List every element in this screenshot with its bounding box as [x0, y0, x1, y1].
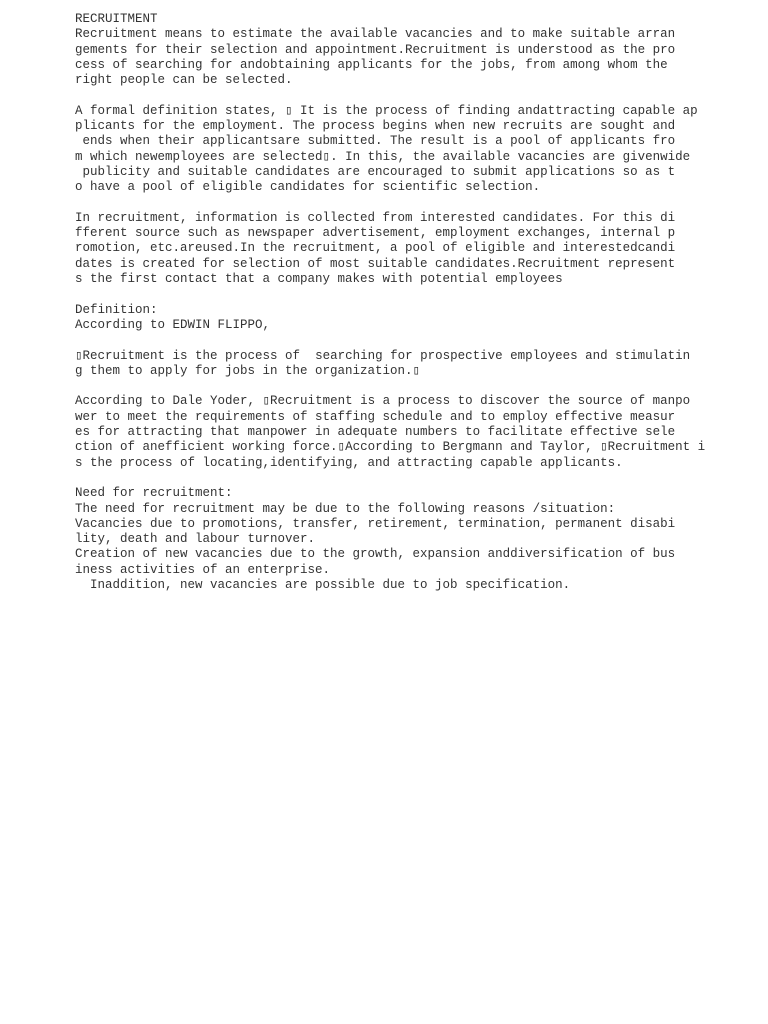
text-line: ends when their applicantsare submitted. The result is a pool of applicants fro — [75, 134, 676, 149]
text-line: o have a pool of eligible candidates for scientific selection. — [75, 180, 541, 195]
text-line: es for attracting that manpower in adequate numbers to facilitate effective sele — [75, 425, 676, 440]
text-line: fferent source such as newspaper advertisement, employment exchanges, internal p — [75, 226, 676, 241]
text-line: The need for recruitment may be due to the following reasons /situation: — [75, 501, 616, 516]
text-line: right people can be selected. — [75, 73, 293, 88]
text-line: cess of searching for andobtaining applicants for the jobs, from among whom the — [75, 57, 668, 72]
section-heading: Definition: — [75, 302, 158, 317]
section-heading: Need for recruitment: — [75, 486, 233, 501]
text-line: publicity and suitable candidates are encouraged to submit applications so as t — [75, 164, 676, 179]
blank-line — [75, 196, 765, 211]
text-line: gements for their selection and appointment.Recruitment is understood as the pro — [75, 42, 676, 57]
text-line: s the first contact that a company makes with potential employees — [75, 272, 563, 287]
text-line: wer to meet the requirements of staffing schedule and to employ effective measur — [75, 409, 676, 424]
text-line: iness activities of an enterprise. — [75, 562, 331, 577]
text-line: Creation of new vacancies due to the growth, expansion anddiversification of bus — [75, 547, 676, 562]
text-line: A formal definition states, ▯ It is the process of finding andattracting capable ap — [75, 103, 698, 118]
document-body — [75, 12, 765, 593]
text-line: ction of anefficient working force.▯According to Bergmann and Taylor, ▯Recruitment i — [75, 440, 706, 455]
blank-line — [75, 287, 765, 302]
text-line: According to EDWIN FLIPPO, — [75, 317, 271, 332]
text-line: s the process of locating,identifying, and attracting capable applicants. — [75, 455, 623, 470]
text-line: plicants for the employment. The process begins when new recruits are sought and — [75, 119, 676, 134]
text-line: In recruitment, information is collected from interested candidates. For this di — [75, 210, 676, 225]
text-line: romotion, etc.areused.In the recruitment, a pool of eligible and interestedcandi — [75, 241, 676, 256]
text-line: Vacancies due to promotions, transfer, retirement, termination, permanent disabi — [75, 516, 676, 531]
quote-line: g them to apply for jobs in the organization.▯ — [75, 363, 421, 378]
text-line: Inaddition, new vacancies are possible due to job specification. — [75, 577, 571, 592]
document-title: RECRUITMENT — [75, 12, 158, 26]
text-line: lity, death and labour turnover. — [75, 532, 316, 547]
text-line: dates is created for selection of most suitable candidates.Recruitment represent — [75, 256, 676, 271]
quote-line: ▯Recruitment is the process of searching for prospective employees and stimulatin — [75, 348, 691, 363]
text-line: m which newemployees are selected▯. In this, the available vacancies are givenwide — [75, 149, 691, 164]
blank-line — [75, 333, 765, 348]
text-line: Recruitment means to estimate the available vacancies and to make suitable arran — [75, 27, 676, 42]
text-line: According to Dale Yoder, ▯Recruitment is a process to discover the source of manpo — [75, 394, 691, 409]
blank-line — [75, 379, 765, 394]
blank-line — [75, 471, 765, 486]
blank-line — [75, 88, 765, 103]
